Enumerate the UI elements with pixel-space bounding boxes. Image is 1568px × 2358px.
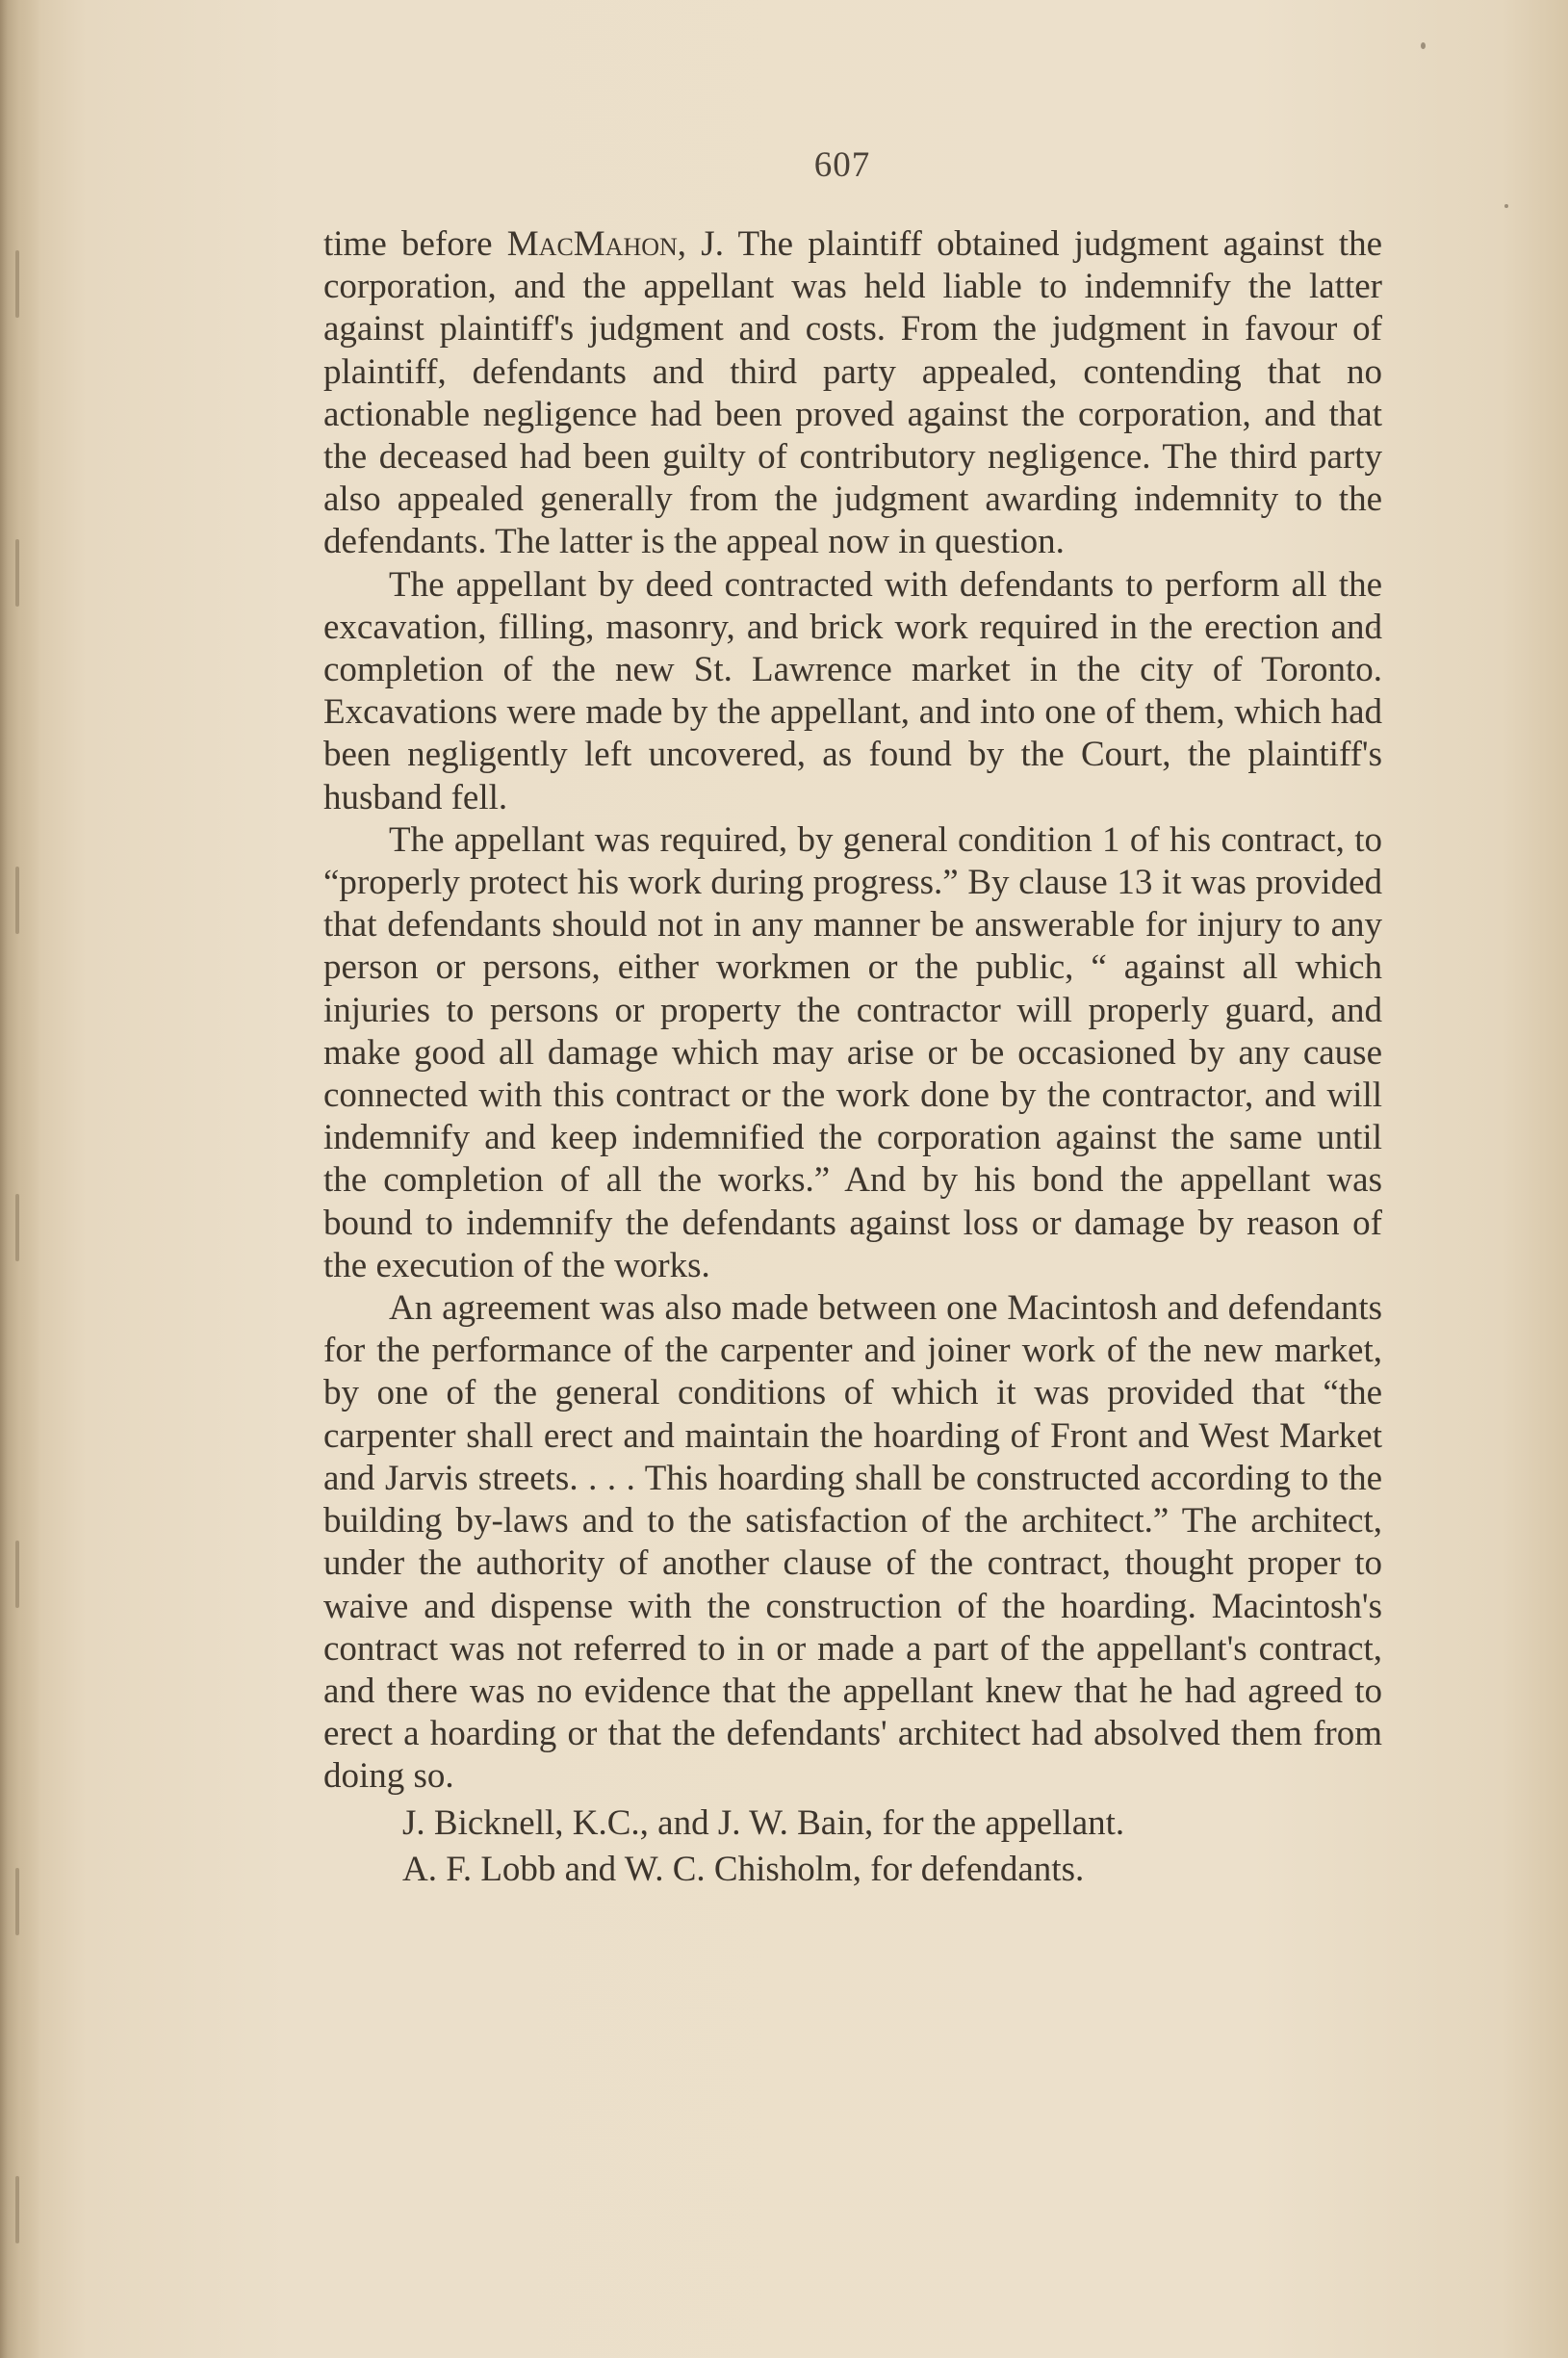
- paragraph-4: An agreement was also made between one Macintosh and defendants for the performance of the carpenter and joiner work of the new market, by one of the general conditions of which it was provided that “the carpenter shall erect and maintain the hoarding of Front and West Market and Jarvis streets. . . . This hoarding shall be constructed according to the building by-laws and to the satisfaction of the architect.” The architect, under the authority of another clause of the contract, thought proper to waive and dispense with the construction of the hoarding. Macintosh's contract was not referred to in or made a part of the appellant's contract, and there was no evidence that the appellant knew that he had agreed to erect a hoarding or that the defendants' architect had absolved them from doing so.: [323, 1288, 1382, 1797]
- paper-speck: [1504, 204, 1508, 208]
- binding-edge: [0, 0, 40, 2358]
- counsel-defendants: A. F. Lobb and W. C. Chisholm, for defendants.: [402, 1849, 1085, 1889]
- binding-stitch: [15, 1868, 19, 1935]
- binding-stitch: [15, 539, 19, 607]
- paragraph-1-text: , J. The plaintiff obtained judgment against the corporation, and the appellant was held liable to indemnify the latter against plaintiff's judgment and costs. From the judgment in favour of plaintiff, defendants and third party appealed, contending that no actionable negligence had been proved against the corporation, and that the deceased had been guilty of contributory negligence. The third party also appealed generally from the judgment awarding indemnity to the defendants. The latter is the appeal now in question.: [323, 224, 1382, 562]
- paragraph-1: [323, 223, 1382, 564]
- binding-stitch: [15, 867, 19, 934]
- paper-speck: [1421, 42, 1426, 49]
- binding-stitch: [15, 1541, 19, 1608]
- binding-stitch: [15, 2176, 19, 2243]
- judge-name: MacMahon: [506, 224, 678, 264]
- page-number: 607: [813, 145, 871, 185]
- paragraph-1-lead: time before: [323, 224, 507, 264]
- body-text: [323, 223, 1382, 1891]
- binding-stitch: [15, 1194, 19, 1261]
- counsel-appellant: J. Bicknell, K.C., and J. W. Bain, for the appellant.: [402, 1802, 1125, 1843]
- binding-stitch: [15, 250, 19, 318]
- paragraph-3: The appellant was required, by general condition 1 of his contract, to “properly protect his work during progress.” By clause 13 it was provided that defendants should not in any manner be answerable for injury to any person or persons, either workmen or the public, “ against all which injuries to persons or property the contractor will properly guard, and make good all damage which may arise or be occasioned by any cause connected with this contract or the work done by the contractor, and will indemnify and keep indemnified the corporation against the same until the completion of all the works.” And by his bond the appellant was bound to indemnify the defendants against loss or damage by reason of the execution of the works.: [323, 819, 1382, 1285]
- paragraph-2: The appellant by deed contracted with defendants to perform all the excavation, filling, masonry, and brick work required in the erection and completion of the new St. Lawrence market in the city of Toronto. Excavations were made by the appellant, and into one of them, which had been negligently left uncovered, as found by the Court, the plaintiff's husband fell.: [323, 564, 1382, 817]
